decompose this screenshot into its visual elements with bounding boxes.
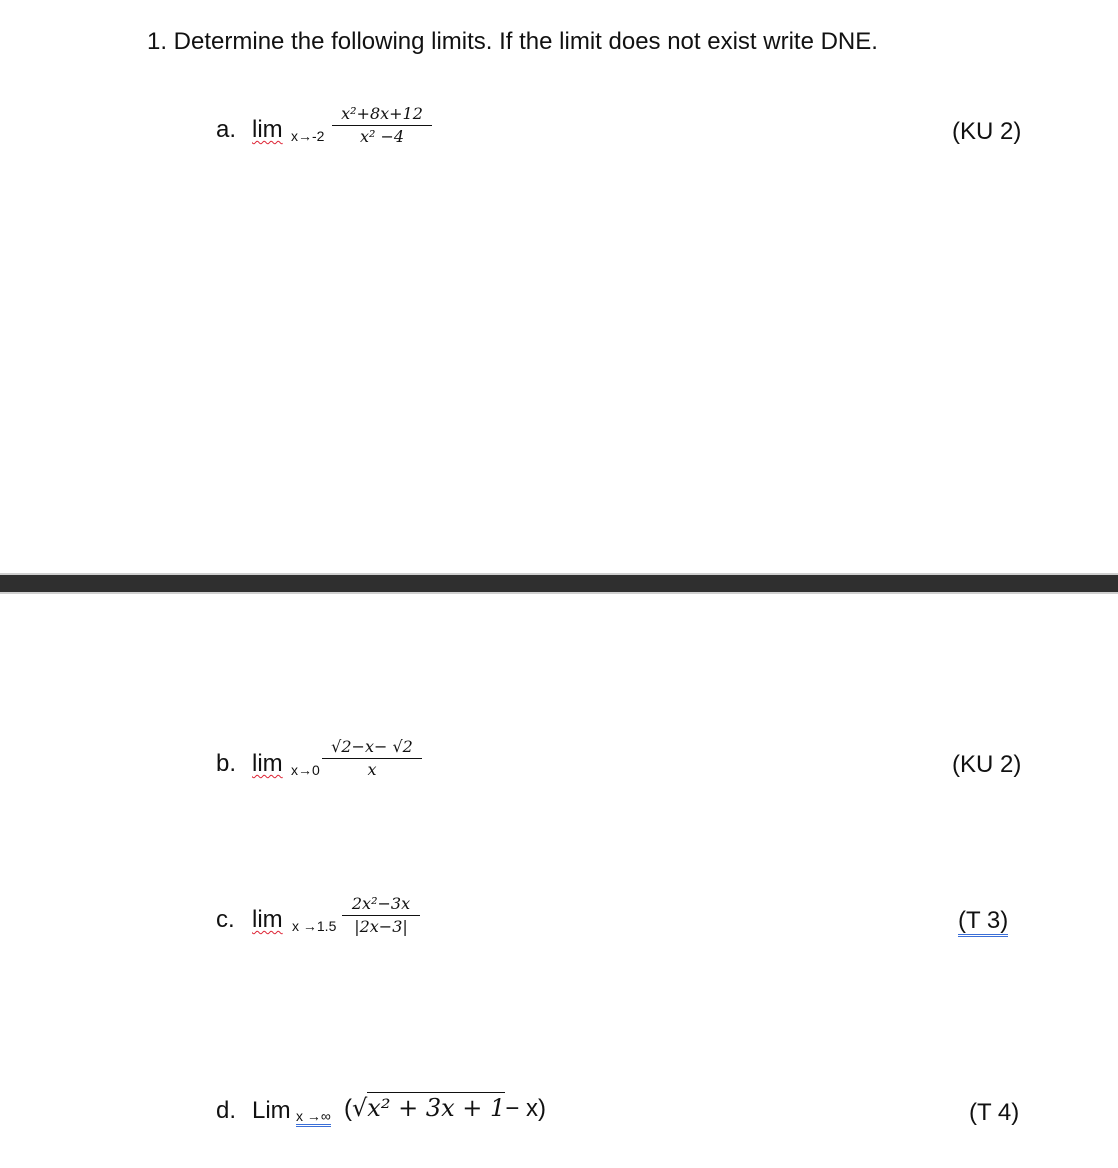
item-c-lim: lim [252, 906, 283, 933]
item-a-mark: (KU 2) [952, 118, 1022, 145]
item-b-fraction-bar [322, 758, 422, 759]
item-d-tail: − x) [505, 1095, 546, 1122]
item-d-expression [344, 1094, 546, 1123]
item-a-fraction-bar [332, 125, 432, 126]
item-c-fraction [342, 895, 420, 936]
question-heading: 1. Determine the following limits. If the limit does not exist write DNE. [147, 28, 878, 55]
item-b-mark: (KU 2) [952, 751, 1022, 778]
item-c-denominator: |2x−3| [354, 917, 408, 936]
item-b-fraction [322, 738, 422, 779]
item-a-subscript: x→-2 [291, 128, 325, 144]
item-d-label: d. [216, 1097, 237, 1124]
item-c-mark-text: (T 3) [958, 907, 1008, 937]
page-divider [0, 573, 1118, 594]
item-a-label: a. [216, 116, 237, 143]
item-c-mark [958, 907, 1008, 935]
item-b-lim: lim [252, 750, 283, 777]
item-d-lim: Lim [252, 1097, 291, 1124]
item-b-numerator: √2−x− √2 [331, 737, 413, 756]
item-b-denominator: x [367, 760, 377, 779]
item-d-radical-sign: √ [352, 1094, 368, 1122]
item-c-numerator: 2x²−3x [351, 894, 411, 913]
item-a-numerator: x²+8x+12 [341, 104, 423, 123]
item-c-fraction-bar [342, 915, 420, 916]
item-a-denominator: x² −4 [359, 127, 405, 146]
item-c-subscript: x →1.5 [292, 918, 337, 934]
item-d-open-paren: ( [344, 1095, 352, 1122]
item-d-radicand: x² + 3x + 1 [367, 1094, 506, 1122]
item-d-subscript: x →∞ [296, 1108, 331, 1127]
item-d-mark: (T 4) [969, 1099, 1020, 1126]
item-a-fraction [332, 105, 432, 146]
item-b-label: b. [216, 750, 237, 777]
item-a-lim: lim [252, 116, 283, 143]
item-c-label: c. [216, 906, 235, 933]
item-b-subscript: x→0 [291, 762, 320, 778]
